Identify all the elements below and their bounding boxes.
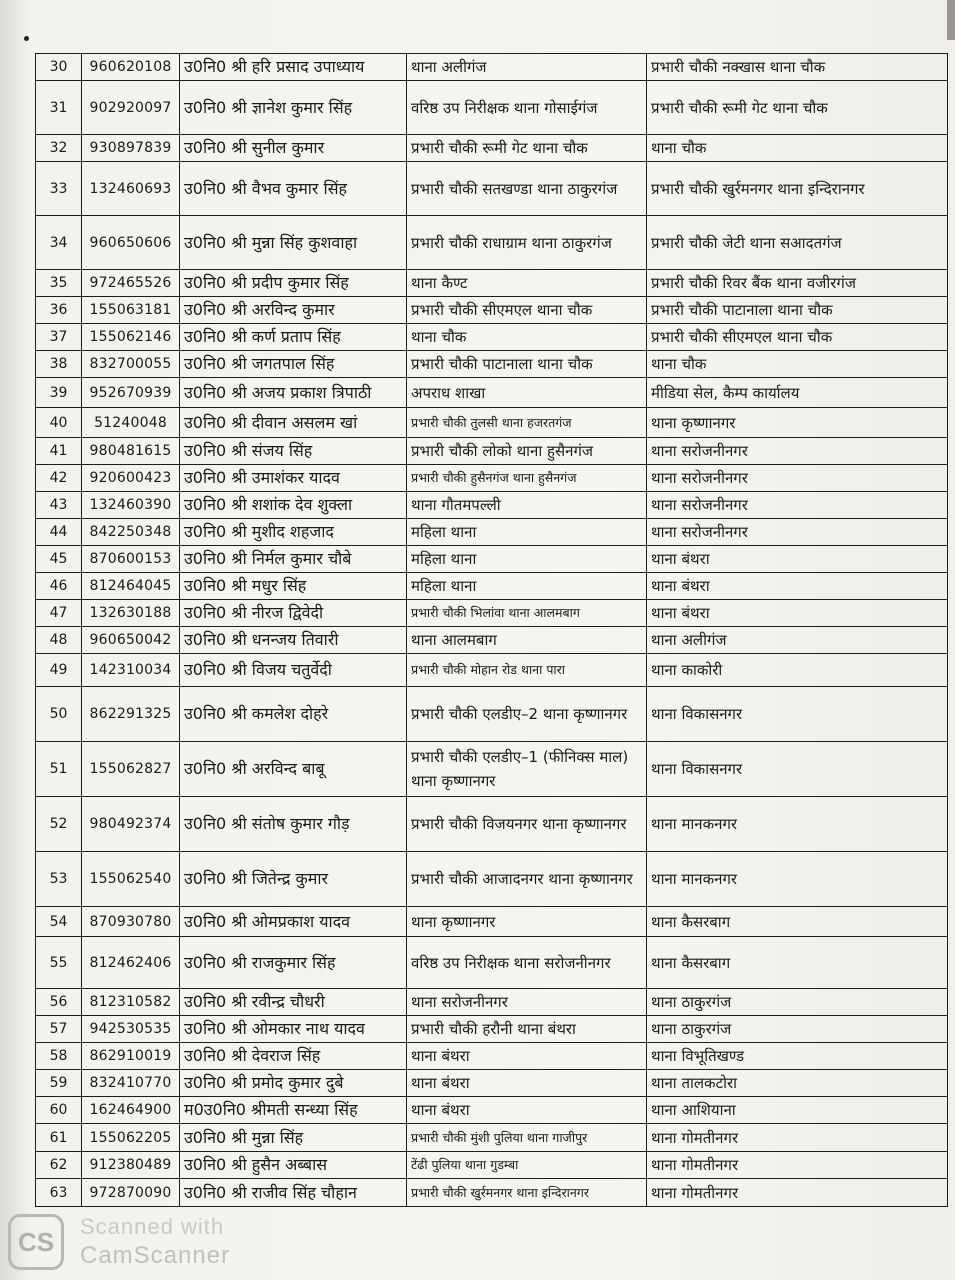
- officer-name: उ0नि0 श्री ज्ञानेश कुमार सिंह: [180, 81, 407, 135]
- current-posting: थाना बंथरा: [407, 1070, 647, 1097]
- serial-number: 49: [36, 654, 82, 687]
- current-posting: थाना चौक: [407, 324, 647, 351]
- pno-number: 942530535: [82, 1016, 180, 1043]
- table-row: [36, 627, 948, 654]
- new-posting: थाना कैसरबाग: [647, 907, 948, 937]
- serial-number: 52: [36, 797, 82, 852]
- pno-number: 862291325: [82, 687, 180, 742]
- table-row: [36, 907, 948, 937]
- officer-name: उ0नि0 श्री वैभव कुमार सिंह: [180, 162, 407, 216]
- table-row: [36, 519, 948, 546]
- current-posting: प्रभारी चौकी मोहान रोड थाना पारा: [407, 654, 647, 687]
- current-posting: थाना बंथरा: [407, 1043, 647, 1070]
- stray-mark: [24, 36, 29, 41]
- officer-name: उ0नि0 श्री मधुर सिंह: [180, 573, 407, 600]
- new-posting: थाना कृष्णानगर: [647, 408, 948, 438]
- serial-number: 62: [36, 1152, 82, 1179]
- table-row: [36, 654, 948, 687]
- table-row: [36, 465, 948, 492]
- officer-name: उ0नि0 श्री अरविन्द कुमार: [180, 297, 407, 324]
- new-posting: प्रभारी चौकी रूमी गेट थाना चौक: [647, 81, 948, 135]
- new-posting: थाना गोमतीनगर: [647, 1124, 948, 1152]
- officer-name: उ0नि0 श्री प्रमोद कुमार दुबे: [180, 1070, 407, 1097]
- officer-name: उ0नि0 श्री हुसैन अब्बास: [180, 1152, 407, 1179]
- pno-number: 155062146: [82, 324, 180, 351]
- current-posting: प्रभारी चौकी मुंशी पुलिया थाना गाजीपुर: [407, 1124, 647, 1152]
- officer-name: उ0नि0 श्री निर्मल कुमार चौबे: [180, 546, 407, 573]
- new-posting: थाना सरोजनीनगर: [647, 519, 948, 546]
- pno-number: 155062205: [82, 1124, 180, 1152]
- serial-number: 33: [36, 162, 82, 216]
- officer-name: उ0नि0 श्री अरविन्द बाबू: [180, 742, 407, 797]
- serial-number: 38: [36, 351, 82, 378]
- current-posting: महिला थाना: [407, 573, 647, 600]
- serial-number: 31: [36, 81, 82, 135]
- table-row: [36, 162, 948, 216]
- pno-number: 930897839: [82, 135, 180, 162]
- pno-number: 980492374: [82, 797, 180, 852]
- serial-number: 48: [36, 627, 82, 654]
- pno-number: 972870090: [82, 1179, 180, 1207]
- serial-number: 45: [36, 546, 82, 573]
- serial-number: 63: [36, 1179, 82, 1207]
- pno-number: 832700055: [82, 351, 180, 378]
- pno-number: 862910019: [82, 1043, 180, 1070]
- current-posting: थाना कृष्णानगर: [407, 907, 647, 937]
- current-posting: थाना आलमबाग: [407, 627, 647, 654]
- officer-name: उ0नि0 श्री सुनील कुमार: [180, 135, 407, 162]
- pno-number: 155062827: [82, 742, 180, 797]
- officer-name: उ0नि0 श्री राजकुमार सिंह: [180, 937, 407, 989]
- camscanner-logo-icon: CS: [8, 1214, 64, 1270]
- officer-name: उ0नि0 श्री रवीन्द्र चौधरी: [180, 989, 407, 1016]
- new-posting: थाना काकोरी: [647, 654, 948, 687]
- table-row: [36, 600, 948, 627]
- current-posting: प्रभारी चौकी सतखण्डा थाना ठाकुरगंज: [407, 162, 647, 216]
- serial-number: 42: [36, 465, 82, 492]
- watermark-line2: CamScanner: [80, 1242, 231, 1269]
- table-row: [36, 297, 948, 324]
- officer-name: म0उ0नि0 श्रीमती सन्ध्या सिंह: [180, 1097, 407, 1124]
- transfer-table: [35, 53, 948, 1207]
- current-posting: प्रभारी चौकी रूमी गेट थाना चौक: [407, 135, 647, 162]
- table-row: [36, 1043, 948, 1070]
- serial-number: 37: [36, 324, 82, 351]
- pno-number: 902920097: [82, 81, 180, 135]
- officer-name: उ0नि0 श्री राजीव सिंह चौहान: [180, 1179, 407, 1207]
- table-row: [36, 1124, 948, 1152]
- pno-number: 51240048: [82, 408, 180, 438]
- table-row: [36, 1152, 948, 1179]
- new-posting: प्रभारी चौकी सीएमएल थाना चौक: [647, 324, 948, 351]
- officer-name: उ0नि0 श्री जितेन्द्र कुमार: [180, 852, 407, 907]
- current-posting: थाना सरोजनीनगर: [407, 989, 647, 1016]
- officer-name: उ0नि0 श्री मुशीद शहजाद: [180, 519, 407, 546]
- new-posting: थाना बंथरा: [647, 573, 948, 600]
- pno-number: 980481615: [82, 438, 180, 465]
- new-posting: थाना गोमतीनगर: [647, 1179, 948, 1207]
- current-posting: प्रभारी चौकी पाटानाला थाना चौक: [407, 351, 647, 378]
- serial-number: 55: [36, 937, 82, 989]
- current-posting: प्रभारी चौकी हरौनी थाना बंथरा: [407, 1016, 647, 1043]
- new-posting: प्रभारी चौकी जेटी थाना सआदतगंज: [647, 216, 948, 270]
- officer-name: उ0नि0 श्री ओमप्रकाश यादव: [180, 907, 407, 937]
- serial-number: 46: [36, 573, 82, 600]
- pno-number: 812464045: [82, 573, 180, 600]
- new-posting: थाना आशियाना: [647, 1097, 948, 1124]
- pno-number: 162464900: [82, 1097, 180, 1124]
- pno-number: 812462406: [82, 937, 180, 989]
- pno-number: 912380489: [82, 1152, 180, 1179]
- table-row: [36, 1179, 948, 1207]
- pno-number: 842250348: [82, 519, 180, 546]
- current-posting: प्रभारी चौकी आजादनगर थाना कृष्णानगर: [407, 852, 647, 907]
- officer-name: उ0नि0 श्री देवराज सिंह: [180, 1043, 407, 1070]
- pno-number: 132460390: [82, 492, 180, 519]
- current-posting: प्रभारी चौकी हुसैनगंज थाना हुसैनगंज: [407, 465, 647, 492]
- new-posting: थाना गोमतीनगर: [647, 1152, 948, 1179]
- new-posting: थाना चौक: [647, 135, 948, 162]
- table-row: [36, 270, 948, 297]
- current-posting: प्रभारी चौकी राधाग्राम थाना ठाकुरगंज: [407, 216, 647, 270]
- new-posting: थाना तालकटोरा: [647, 1070, 948, 1097]
- new-posting: थाना सरोजनीनगर: [647, 465, 948, 492]
- new-posting: थाना बंथरा: [647, 600, 948, 627]
- officer-name: उ0नि0 श्री संतोष कुमार गौड़: [180, 797, 407, 852]
- serial-number: 61: [36, 1124, 82, 1152]
- current-posting: प्रभारी चौकी सीएमएल थाना चौक: [407, 297, 647, 324]
- serial-number: 41: [36, 438, 82, 465]
- officer-name: उ0नि0 श्री संजय सिंह: [180, 438, 407, 465]
- pno-number: 155062540: [82, 852, 180, 907]
- current-posting: थाना कैण्ट: [407, 270, 647, 297]
- officer-name: उ0नि0 श्री शशांक देव शुक्ला: [180, 492, 407, 519]
- pno-number: 832410770: [82, 1070, 180, 1097]
- table-row: [36, 1016, 948, 1043]
- pno-number: 870600153: [82, 546, 180, 573]
- current-posting: वरिष्ठ उप निरीक्षक थाना सरोजनीनगर: [407, 937, 647, 989]
- officer-name: उ0नि0 श्री नीरज द्विवेदी: [180, 600, 407, 627]
- table-row: [36, 351, 948, 378]
- table-row: [36, 687, 948, 742]
- table-row: [36, 1097, 948, 1124]
- pno-number: 812310582: [82, 989, 180, 1016]
- serial-number: 35: [36, 270, 82, 297]
- pno-number: 920600423: [82, 465, 180, 492]
- new-posting: थाना बंथरा: [647, 546, 948, 573]
- pno-number: 972465526: [82, 270, 180, 297]
- officer-name: उ0नि0 श्री दीवान असलम खां: [180, 408, 407, 438]
- table-row: [36, 54, 948, 81]
- serial-number: 32: [36, 135, 82, 162]
- officer-name: उ0नि0 श्री प्रदीप कुमार सिंह: [180, 270, 407, 297]
- new-posting: थाना सरोजनीनगर: [647, 492, 948, 519]
- current-posting: प्रभारी चौकी खुर्रमनगर थाना इन्दिरानगर: [407, 1179, 647, 1207]
- pno-number: 870930780: [82, 907, 180, 937]
- serial-number: 36: [36, 297, 82, 324]
- watermark-line1: Scanned with: [80, 1214, 225, 1239]
- officer-name: उ0नि0 श्री कर्ण प्रताप सिंह: [180, 324, 407, 351]
- pno-number: 132630188: [82, 600, 180, 627]
- table-row: [36, 797, 948, 852]
- new-posting: थाना ठाकुरगंज: [647, 989, 948, 1016]
- table-row: [36, 546, 948, 573]
- new-posting: थाना सरोजनीनगर: [647, 438, 948, 465]
- table-row: [36, 573, 948, 600]
- serial-number: 40: [36, 408, 82, 438]
- pno-number: 960620108: [82, 54, 180, 81]
- table-row: [36, 492, 948, 519]
- current-posting: वरिष्ठ उप निरीक्षक थाना गोसाईगंज: [407, 81, 647, 135]
- officer-name: उ0नि0 श्री ओमकार नाथ यादव: [180, 1016, 407, 1043]
- pno-number: 960650606: [82, 216, 180, 270]
- officer-name: उ0नि0 श्री जगतपाल सिंह: [180, 351, 407, 378]
- table-row: [36, 937, 948, 989]
- serial-number: 34: [36, 216, 82, 270]
- serial-number: 43: [36, 492, 82, 519]
- new-posting: थाना ठाकुरगंज: [647, 1016, 948, 1043]
- table-row: [36, 324, 948, 351]
- table-row: [36, 1070, 948, 1097]
- pno-number: 960650042: [82, 627, 180, 654]
- current-posting: प्रभारी चौकी एलडीए–2 थाना कृष्णानगर: [407, 687, 647, 742]
- new-posting: मीडिया सेल, कैम्प कार्यालय: [647, 378, 948, 408]
- current-posting: थाना बंथरा: [407, 1097, 647, 1124]
- current-posting: प्रभारी चौकी लोको थाना हुसैनगंज: [407, 438, 647, 465]
- table-row: [36, 408, 948, 438]
- pno-number: 952670939: [82, 378, 180, 408]
- table-row: [36, 438, 948, 465]
- current-posting: प्रभारी चौकी एलडीए–1 (फीनिक्स माल) थाना कृष्णानगर: [407, 742, 647, 797]
- serial-number: 57: [36, 1016, 82, 1043]
- serial-number: 53: [36, 852, 82, 907]
- serial-number: 58: [36, 1043, 82, 1070]
- current-posting: प्रभारी चौकी विजयनगर थाना कृष्णानगर: [407, 797, 647, 852]
- table-body: [36, 54, 948, 1207]
- current-posting: टेंढी पुलिया थाना गुडम्बा: [407, 1152, 647, 1179]
- new-posting: प्रभारी चौकी पाटानाला थाना चौक: [647, 297, 948, 324]
- table-row: [36, 742, 948, 797]
- serial-number: 60: [36, 1097, 82, 1124]
- new-posting: थाना कैसरबाग: [647, 937, 948, 989]
- officer-name: उ0नि0 श्री हरि प्रसाद उपाध्याय: [180, 54, 407, 81]
- current-posting: प्रभारी चौकी तुलसी थाना हजरतगंज: [407, 408, 647, 438]
- new-posting: थाना विभूतिखण्ड: [647, 1043, 948, 1070]
- pno-number: 132460693: [82, 162, 180, 216]
- camscanner-watermark: [8, 1212, 268, 1274]
- new-posting: प्रभारी चौकी खुर्रमनगर थाना इन्दिरानगर: [647, 162, 948, 216]
- new-posting: प्रभारी चौकी नक्खास थाना चौक: [647, 54, 948, 81]
- serial-number: 50: [36, 687, 82, 742]
- serial-number: 47: [36, 600, 82, 627]
- page-edge: [947, 0, 955, 40]
- officer-name: उ0नि0 श्री कमलेश दोहरे: [180, 687, 407, 742]
- new-posting: थाना मानकनगर: [647, 797, 948, 852]
- current-posting: थाना अलीगंज: [407, 54, 647, 81]
- serial-number: 54: [36, 907, 82, 937]
- table-row: [36, 135, 948, 162]
- current-posting: प्रभारी चौकी भिलांवा थाना आलमबाग: [407, 600, 647, 627]
- serial-number: 51: [36, 742, 82, 797]
- current-posting: महिला थाना: [407, 546, 647, 573]
- officer-name: उ0नि0 श्री मुन्ना सिंह कुशवाहा: [180, 216, 407, 270]
- current-posting: अपराध शाखा: [407, 378, 647, 408]
- new-posting: थाना चौक: [647, 351, 948, 378]
- officer-name: उ0नि0 श्री मुन्ना सिंह: [180, 1124, 407, 1152]
- new-posting: थाना विकासनगर: [647, 687, 948, 742]
- officer-name: उ0नि0 श्री उमाशंकर यादव: [180, 465, 407, 492]
- new-posting: थाना मानकनगर: [647, 852, 948, 907]
- officer-name: उ0नि0 श्री धनन्जय तिवारी: [180, 627, 407, 654]
- serial-number: 59: [36, 1070, 82, 1097]
- serial-number: 44: [36, 519, 82, 546]
- new-posting: प्रभारी चौकी रिवर बैंक थाना वजीरगंज: [647, 270, 948, 297]
- serial-number: 39: [36, 378, 82, 408]
- officer-name: उ0नि0 श्री विजय चतुर्वेदी: [180, 654, 407, 687]
- table-row: [36, 378, 948, 408]
- table-row: [36, 989, 948, 1016]
- new-posting: थाना विकासनगर: [647, 742, 948, 797]
- officer-name: उ0नि0 श्री अजय प्रकाश त्रिपाठी: [180, 378, 407, 408]
- pno-number: 142310034: [82, 654, 180, 687]
- table-row: [36, 81, 948, 135]
- serial-number: 30: [36, 54, 82, 81]
- pno-number: 155063181: [82, 297, 180, 324]
- current-posting: महिला थाना: [407, 519, 647, 546]
- new-posting: थाना अलीगंज: [647, 627, 948, 654]
- current-posting: थाना गौतमपल्ली: [407, 492, 647, 519]
- table-row: [36, 852, 948, 907]
- serial-number: 56: [36, 989, 82, 1016]
- table-row: [36, 216, 948, 270]
